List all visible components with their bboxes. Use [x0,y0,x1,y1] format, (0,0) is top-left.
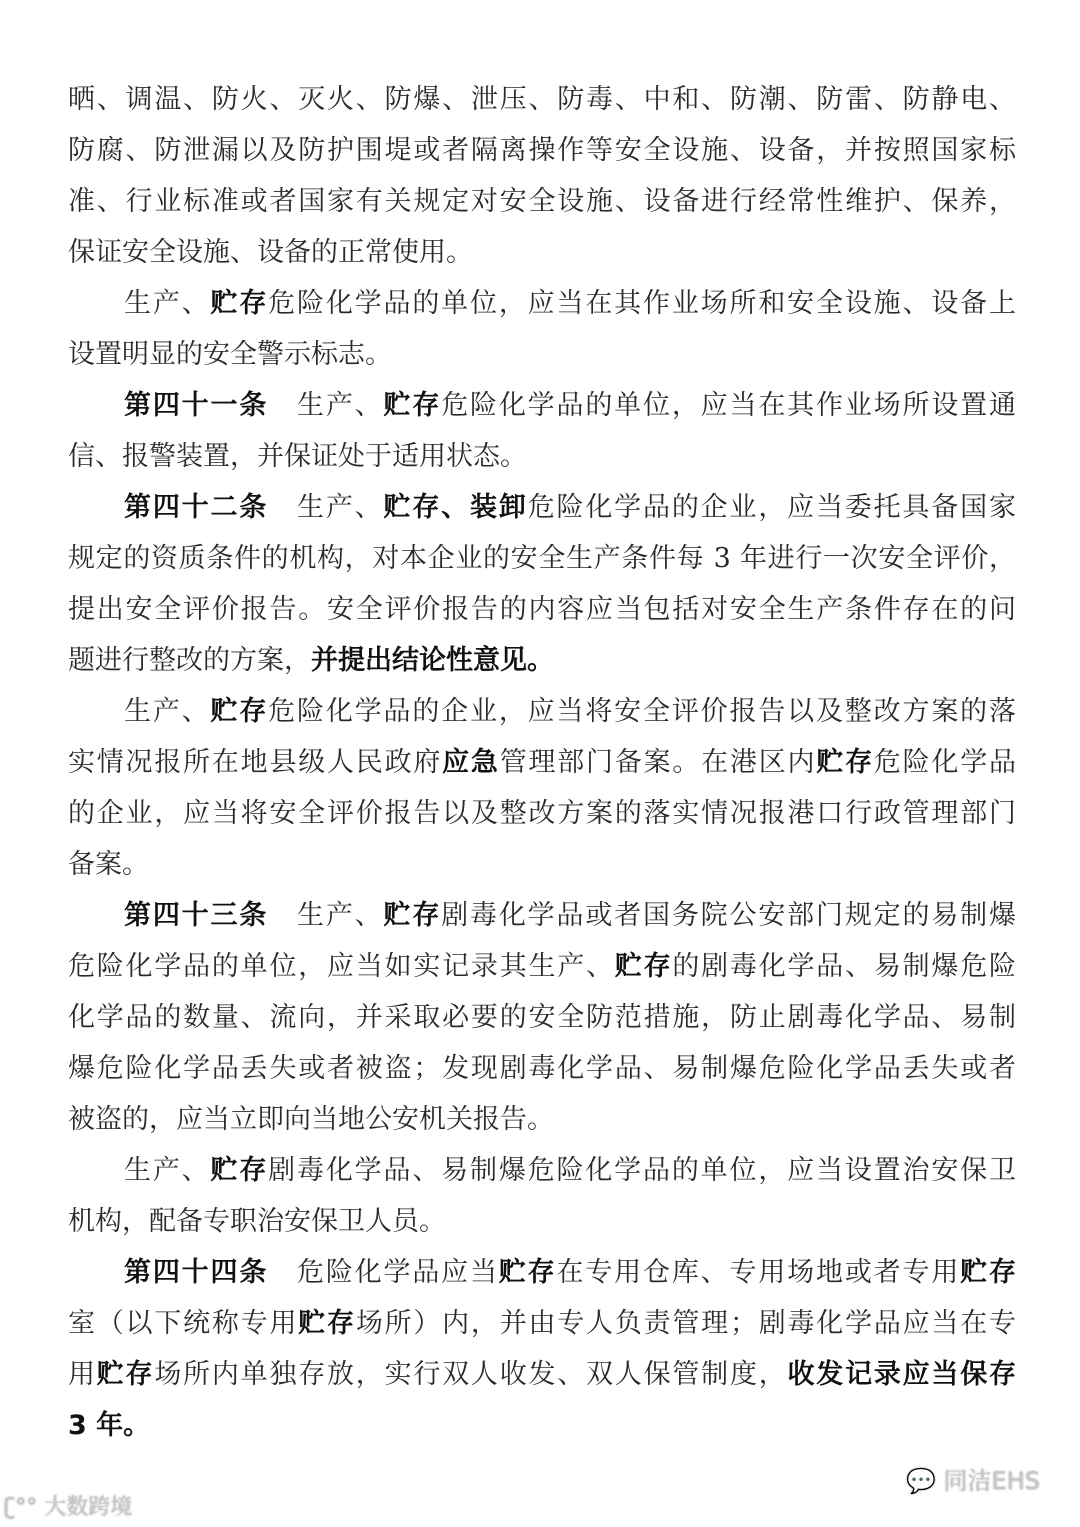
text-segment: 危险化学品的企业，应当委托具备国家 [527,492,1016,523]
text-line [68,941,1016,992]
wechat-watermark-text: 同洁EHS [943,1467,1040,1495]
text-segment: 场所内单独存放，实行双人收发、双人保管制度， [154,1359,788,1390]
bold-text: 第四十三条 [124,900,269,931]
text-segment: 危险化学品 [873,747,1016,778]
text-line [68,533,1016,584]
text-segment: 的剧毒化学品、易制爆危险 [672,951,1016,982]
text-line [68,227,1016,278]
text-line [68,584,1016,635]
text-line [68,1196,1016,1247]
text-segment: 危险化学品的单位，应当在其作业场所和安全设施、设备上 [268,288,1016,319]
corner-watermark [4,1490,132,1521]
text-segment: 被盗的，应当立即向当地公安机关报告。 [68,1104,554,1135]
paragraph [68,380,1016,482]
text-line [68,176,1016,227]
text-line [68,329,1016,380]
paragraph [68,1145,1016,1247]
bold-text: 贮存、装卸 [383,492,528,523]
text-line [68,737,1016,788]
text-line [68,1298,1016,1349]
text-line [68,1247,1016,1298]
text-segment: 实情况报所在地县级人民政府 [68,747,443,778]
bold-text: 贮存 [383,900,442,931]
bold-text: 3 年。 [68,1410,151,1441]
text-line [68,788,1016,839]
text-segment: 防腐、防泄漏以及防护围堤或者隔离操作等安全设施、设备，并按照国家标 [68,135,1016,166]
text-line [68,1145,1016,1196]
text-segment: 备案。 [68,849,149,880]
bold-text: 并提出结论性意见。 [311,645,554,676]
text-segment: 生产、 [268,390,384,421]
text-line [68,380,1016,431]
text-line [68,278,1016,329]
paragraph [68,890,1016,1145]
text-segment: 管理部门备案。在港区内 [499,747,817,778]
logo-icon: ʗ°° [4,1495,38,1520]
bold-text: 贮存 [383,390,442,421]
bold-text: 第四十二条 [124,492,269,523]
text-segment: 危险化学品的单位，应当在其作业场所设置通 [441,390,1016,421]
text-segment: 危险化学品应当 [268,1257,499,1288]
wechat-watermark [906,1461,1040,1496]
text-segment: 危险化学品的单位，应当如实记录其生产、 [68,951,615,982]
paragraph [68,686,1016,890]
bold-text: 贮存 [210,1155,269,1186]
text-segment: 生产、 [124,288,211,319]
bold-text: 贮存 [960,1257,1016,1288]
text-segment: 生产、 [268,900,384,931]
bold-text: 贮存 [614,951,673,982]
text-segment: 设置明显的安全警示标志。 [68,339,392,370]
bold-text: 收发记录应当保存 [787,1359,1016,1390]
text-line [68,839,1016,890]
text-line [68,686,1016,737]
paragraph [68,74,1016,278]
text-segment: 生产、 [124,696,211,727]
text-segment: 提出安全评价报告。安全评价报告的内容应当包括对安全生产条件存在的问 [68,594,1016,625]
bold-text: 第四十一条 [124,390,269,421]
paragraph [68,482,1016,686]
text-segment: 爆危险化学品丢失或者被盗；发现剧毒化学品、易制爆危险化学品丢失或者 [68,1053,1016,1084]
text-line [68,1043,1016,1094]
text-segment: 剧毒化学品或者国务院公安部门规定的易制爆 [441,900,1016,931]
text-line [68,125,1016,176]
text-segment: 剧毒化学品、易制爆危险化学品的单位，应当设置治安保卫 [268,1155,1016,1186]
text-segment: 保证安全设施、设备的正常使用。 [68,237,473,268]
text-segment: 信、报警装置，并保证处于适用状态。 [68,441,527,472]
text-segment: 室（以下统称专用 [68,1308,299,1339]
bold-text: 贮存 [298,1308,356,1339]
text-segment: 在专用仓库、专用场地或者专用 [556,1257,961,1288]
text-line [68,74,1016,125]
text-segment: 的企业，应当将安全评价报告以及整改方案的落实情况报港口行政管理部门 [68,798,1016,829]
bold-text: 应急 [442,747,500,778]
bold-text: 贮存 [210,696,269,727]
paragraph [68,1247,1016,1451]
bold-text: 贮存 [210,288,269,319]
text-segment: 场所）内，并由专人负责管理；剧毒化学品应当在专 [355,1308,1016,1339]
text-segment: 机构，配备专职治安保卫人员。 [68,1206,446,1237]
text-segment: 化学品的数量、流向，并采取必要的安全防范措施，防止剧毒化学品、易制 [68,1002,1016,1033]
text-segment: 危险化学品的企业，应当将安全评价报告以及整改方案的落 [268,696,1016,727]
text-line [68,482,1016,533]
text-line [68,992,1016,1043]
corner-watermark-text: 大数跨境 [44,1495,133,1520]
bold-text: 第四十四条 [124,1257,269,1288]
wechat-icon: 💬 [906,1467,936,1495]
text-line [68,1400,1016,1451]
text-segment: 准、行业标准或者国家有关规定对安全设施、设备进行经常性维护、保养， [68,186,1016,217]
bold-text: 贮存 [96,1359,155,1390]
text-segment: 用 [68,1359,97,1390]
paragraph [68,278,1016,380]
text-segment: 晒、调温、防火、灭火、防爆、泄压、防毒、中和、防潮、防雷、防静电、 [68,84,1016,115]
document-body [68,74,1016,1451]
text-line [68,635,1016,686]
text-segment: 题进行整改的方案， [68,645,311,676]
text-line [68,1349,1016,1400]
text-segment: 生产、 [268,492,384,523]
text-line [68,890,1016,941]
bold-text: 贮存 [498,1257,557,1288]
text-line [68,1094,1016,1145]
text-segment: 生产、 [124,1155,211,1186]
text-segment: 规定的资质条件的机构，对本企业的安全生产条件每 3 年进行一次安全评价， [68,543,1016,574]
bold-text: 贮存 [816,747,874,778]
text-line [68,431,1016,482]
